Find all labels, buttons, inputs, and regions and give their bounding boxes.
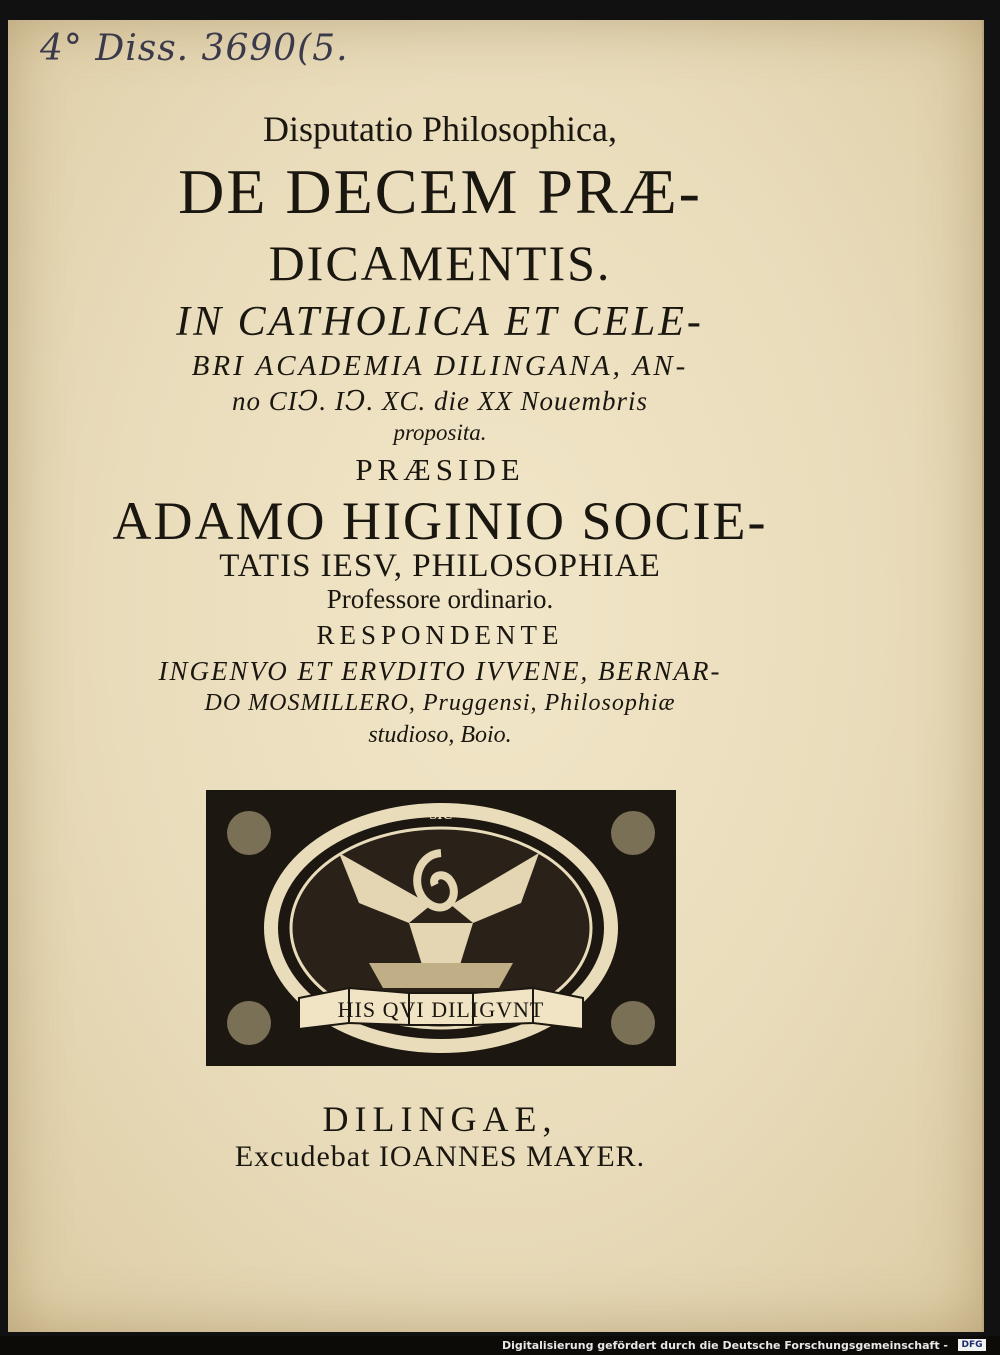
funding-credit: Digitalisierung gefördert durch die Deutsche Forschungsgemeinschaft - xyxy=(501,1339,948,1352)
respondent-line-3: studioso, Boio. xyxy=(368,722,512,748)
title-line-1: Disputatio Philosophica, xyxy=(263,109,617,149)
title-line-6: no CIↃ. IↃ. XC. die XX Nouembris xyxy=(231,386,649,416)
title-line-4: IN CATHOLICA ET CELE- xyxy=(176,299,704,345)
respondente-heading: RESPONDENTE xyxy=(316,620,564,650)
title-line-5: BRI ACADEMIA DILINGANA, AN- xyxy=(191,350,689,382)
respondent-line-2: DO MOSMILLERO, Pruggensi, Philosophiæ xyxy=(204,690,676,716)
handwritten-shelfmark: 4° Diss. 3690(5. xyxy=(40,28,349,69)
praeside-heading: PRÆSIDE xyxy=(355,452,525,487)
imprint-printer: Excudebat IOANNES MAYER. xyxy=(234,1140,646,1173)
emblem-banner: HIS QVI DILIGVNT xyxy=(337,997,545,1022)
dfg-logo: DFG xyxy=(958,1339,986,1351)
emblem-motto-top: SIC xyxy=(429,808,453,823)
imprint-place: DILINGAE, xyxy=(322,1099,558,1139)
praeses-role: Professore ordinario. xyxy=(326,584,554,614)
printers-device-woodcut xyxy=(206,790,676,1066)
respondent-line-1: INGENVO ET ERVDITO IVVENE, BERNAR- xyxy=(158,656,722,686)
praeses-affiliation: TATIS IESV, PHILOSOPHIAE xyxy=(219,548,661,584)
title-line-7: proposita. xyxy=(393,420,487,445)
title-line-2: DE DECEM PRÆ- xyxy=(178,156,702,227)
title-line-3: DICAMENTIS. xyxy=(268,235,612,291)
praeses-name: ADAMO HIGINIO SOCIE- xyxy=(112,491,768,551)
